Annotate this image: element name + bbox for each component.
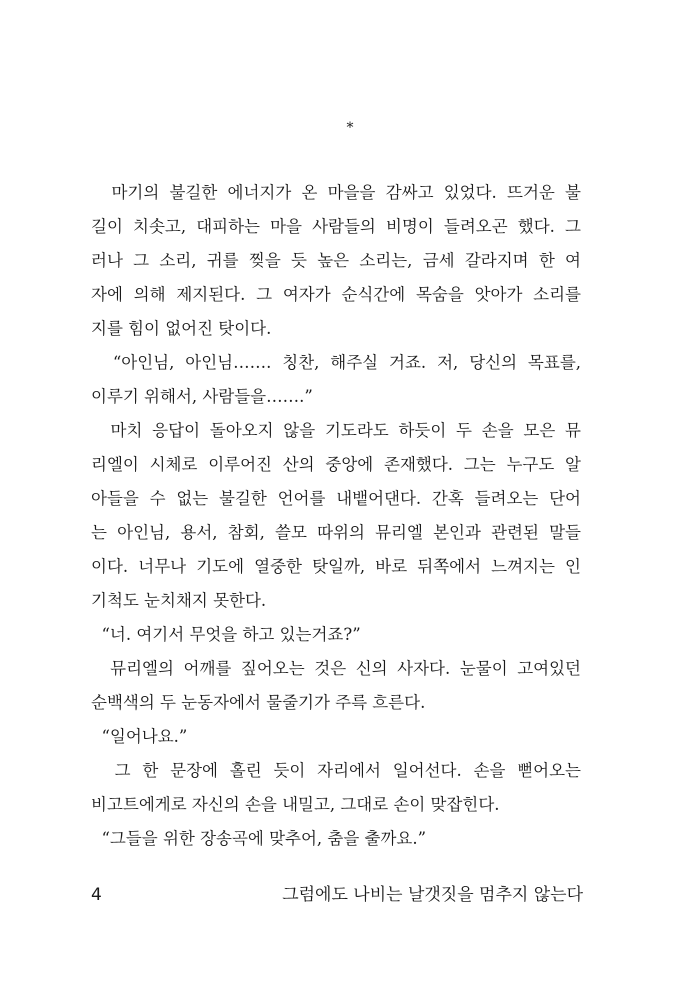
page-footer [91, 880, 583, 910]
text-line: 비고트에게로 자신의 손을 내밀고, 그대로 손이 맞잡힌다. [91, 795, 500, 814]
text-line: 아들을 수 없는 불길한 언어를 내뱉어댄다. 간혹 들려오는 단어 [91, 489, 581, 508]
text-line: 순백색의 두 눈동자에서 물줄기가 주륵 흐른다. [91, 693, 426, 712]
text-line: “일어나요.” [91, 727, 188, 746]
text-line: 길이 치솟고, 대피하는 마을 사람들의 비명이 들려오곤 했다. 그 [91, 217, 581, 236]
text-line: 기척도 눈치채지 못한다. [91, 591, 267, 610]
text-line: 지를 힘이 없어진 탓이다. [91, 319, 272, 338]
scene-break-asterisk: * [346, 120, 354, 136]
text-line: 그 한 문장에 홀린 듯이 자리에서 일어선다. 손을 뻗어오는 [91, 761, 581, 780]
text-line: 리엘이 시체로 이루어진 산의 중앙에 존재했다. 그는 누구도 알 [91, 455, 581, 474]
page-number: 4 [91, 885, 102, 905]
text-line: 이루기 위해서, 사람들을…….” [91, 387, 313, 406]
text-line: 마기의 불길한 에너지가 온 마을을 감싸고 있었다. 뜨거운 불 [91, 183, 581, 202]
text-line: 자에 의해 제지된다. 그 여자가 순식간에 목숨을 앗아가 소리를 [91, 285, 581, 304]
text-line: “너. 여기서 무엇을 하고 있는거죠?” [91, 625, 361, 644]
text-line: 마치 응답이 돌아오지 않을 기도라도 하듯이 두 손을 모은 뮤 [91, 421, 581, 440]
book-title: 그럼에도 나비는 날갯짓을 멈추지 않는다 [282, 885, 583, 905]
text-line: “아인님, 아인님……. 칭찬, 해주실 거죠. 저, 당신의 목표를, [91, 353, 581, 372]
text-line: “그들을 위한 장송곡에 맞추어, 춤을 출까요.” [91, 829, 427, 848]
text-line: 이다. 너무나 기도에 열중한 탓일까, 바로 뒤쪽에서 느껴지는 인 [91, 557, 581, 576]
body-text [91, 176, 581, 856]
text-line: 러나 그 소리, 귀를 찢을 듯 높은 소리는, 금세 갈라지며 한 여 [91, 251, 581, 270]
text-line: 뮤리엘의 어깨를 짚어오는 것은 신의 사자다. 눈물이 고여있던 [91, 659, 581, 678]
text-line: 는 아인님, 용서, 참회, 쓸모 따위의 뮤리엘 본인과 관련된 말들 [91, 523, 581, 542]
